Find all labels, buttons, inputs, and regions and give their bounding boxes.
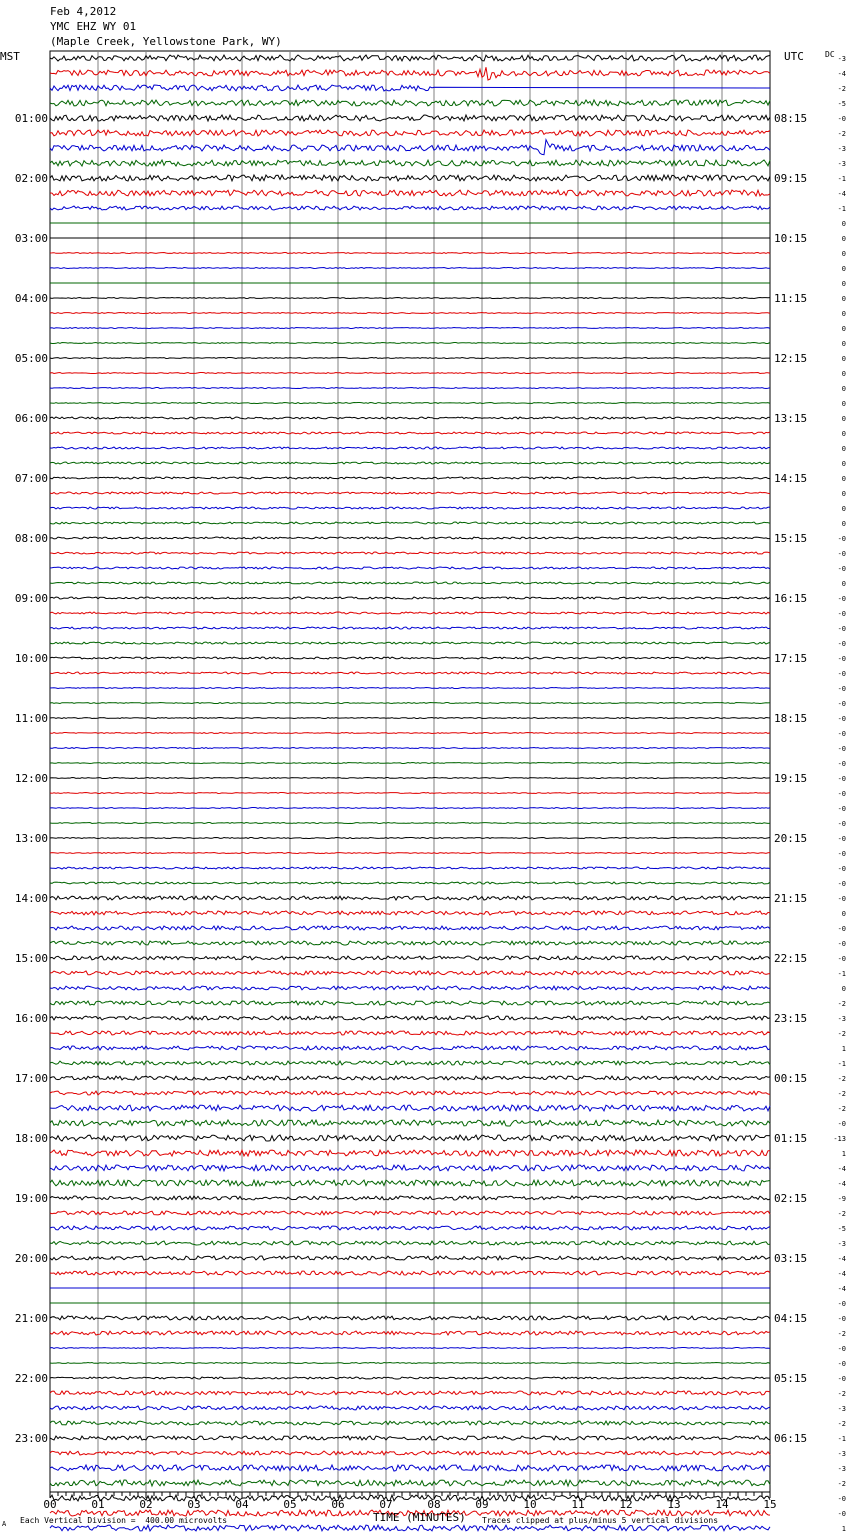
- x-tick-label: 08: [427, 1498, 441, 1511]
- trace-line: [50, 763, 770, 764]
- trace-line: [50, 733, 770, 734]
- dc-offset-value: -0: [837, 730, 846, 738]
- trace-line: [50, 1001, 770, 1005]
- dc-offset-value: 0: [841, 295, 846, 303]
- dc-offset-value: -0: [837, 1510, 846, 1518]
- trace-line: [50, 657, 770, 659]
- trace-line: [50, 597, 770, 599]
- dc-offset-value: 0: [841, 370, 846, 378]
- trace-line: [50, 268, 770, 269]
- dc-offset-value: -9: [837, 1195, 846, 1203]
- trace-line: [50, 867, 770, 869]
- trace-line: [50, 492, 770, 494]
- trace-line: [50, 748, 770, 749]
- trace-line: [50, 1211, 770, 1215]
- dc-offset-value: -3: [837, 145, 846, 153]
- trace-line: [50, 477, 770, 479]
- dc-offset-value: 0: [841, 400, 846, 408]
- dc-offset-value: -0: [837, 775, 846, 783]
- hour-label-left: 11:00: [14, 712, 48, 725]
- trace-line: [50, 313, 770, 314]
- trace-line: [50, 882, 770, 884]
- corner-mark: A: [2, 1520, 7, 1528]
- dc-offset-value: 0: [841, 985, 846, 993]
- dc-offset-value: -4: [837, 1270, 846, 1278]
- trace-line: [50, 175, 770, 181]
- trace-line: [50, 432, 770, 434]
- trace-line: [50, 808, 770, 809]
- trace-line: [50, 206, 770, 210]
- dc-offset-value: -2: [837, 1330, 846, 1338]
- dc-offset-value: -1: [837, 175, 846, 183]
- x-tick-label: 00: [43, 1498, 57, 1511]
- hour-label-left: 03:00: [14, 232, 48, 245]
- plot-date: Feb 4,2012: [50, 5, 117, 18]
- dc-offset-value: -2: [837, 1000, 846, 1008]
- x-tick-label: 15: [763, 1498, 777, 1511]
- hour-label-left: 18:00: [14, 1132, 48, 1145]
- dc-offset-value: -4: [837, 1165, 846, 1173]
- hour-label-right: 04:15: [774, 1312, 808, 1325]
- trace-line: [50, 1226, 770, 1230]
- dc-offset-value: -2: [837, 1075, 846, 1083]
- trace-line: [50, 160, 770, 166]
- x-tick-label: 13: [667, 1498, 681, 1511]
- trace-line: [50, 1150, 770, 1156]
- hour-label-left: 22:00: [14, 1372, 48, 1385]
- dc-offset-value: -0: [837, 655, 846, 663]
- right-timezone-label: UTC: [784, 50, 804, 63]
- trace-line: [50, 1120, 770, 1126]
- dc-offset-value: -1: [837, 1435, 846, 1443]
- dc-offset-value: -0: [837, 1375, 846, 1383]
- hour-label-right: 20:15: [774, 832, 808, 845]
- hour-label-right: 13:15: [774, 412, 808, 425]
- trace-line: [50, 1196, 770, 1200]
- trace-line: [50, 1421, 770, 1425]
- dc-offset-value: 0: [841, 475, 846, 483]
- trace-line: [50, 1105, 770, 1111]
- trace-line: [50, 67, 770, 80]
- trace-line: [50, 956, 770, 960]
- dc-offset-value: -0: [837, 565, 846, 573]
- trace-line: [50, 1061, 770, 1065]
- trace-line: [50, 100, 770, 106]
- x-tick-label: 07: [379, 1498, 393, 1511]
- trace-line: [50, 522, 770, 524]
- hour-label-right: 23:15: [774, 1012, 808, 1025]
- hour-label-left: 15:00: [14, 952, 48, 965]
- dc-offset-value: 0: [841, 460, 846, 468]
- dc-offset-value: 1: [841, 1525, 846, 1533]
- trace-line: [50, 298, 770, 299]
- trace-line: [50, 328, 770, 329]
- dc-offset-value: 1: [841, 1045, 846, 1053]
- hour-label-right: 12:15: [774, 352, 808, 365]
- hour-label-right: 02:15: [774, 1192, 808, 1205]
- trace-line: [50, 971, 770, 975]
- hour-label-right: 21:15: [774, 892, 808, 905]
- trace-line: [50, 1465, 770, 1471]
- x-tick-label: 04: [235, 1498, 249, 1511]
- trace-line: [50, 462, 770, 464]
- trace-line: [50, 1451, 770, 1455]
- trace-line: [50, 1391, 770, 1395]
- trace-line: [50, 1016, 770, 1020]
- trace-line: [50, 911, 770, 915]
- trace-line: [50, 567, 770, 569]
- dc-offset-value: -0: [837, 625, 846, 633]
- hour-label-left: 04:00: [14, 292, 48, 305]
- dc-offset-value: -5: [837, 1225, 846, 1233]
- dc-offset-value: 0: [841, 415, 846, 423]
- trace-line: [50, 85, 770, 91]
- trace-line: [50, 1091, 770, 1095]
- dc-offset-value: -0: [837, 115, 846, 123]
- hour-label-left: 21:00: [14, 1312, 48, 1325]
- dc-offset-value: -0: [837, 850, 846, 858]
- dc-offset-value: 0: [841, 325, 846, 333]
- trace-line: [50, 1076, 770, 1080]
- dc-offset-value: -5: [837, 100, 846, 108]
- dc-offset-value: -0: [837, 835, 846, 843]
- trace-line: [50, 1406, 770, 1410]
- dc-offset-value: -0: [837, 745, 846, 753]
- trace-line: [50, 1331, 770, 1335]
- trace-line: [50, 253, 770, 254]
- hour-label-right: 11:15: [774, 292, 808, 305]
- hour-label-left: 09:00: [14, 592, 48, 605]
- dc-offset-value: 0: [841, 265, 846, 273]
- dc-offset-value: -3: [837, 55, 846, 63]
- left-timezone-label: MST: [0, 50, 20, 63]
- trace-line: [50, 1480, 770, 1486]
- dc-offset-value: -2: [837, 1390, 846, 1398]
- dc-offset-value: -0: [837, 670, 846, 678]
- hour-label-right: 08:15: [774, 112, 808, 125]
- hour-label-right: 18:15: [774, 712, 808, 725]
- trace-line: [50, 358, 770, 359]
- trace-line: [50, 1436, 770, 1440]
- trace-line: [50, 447, 770, 449]
- dc-offset-value: -2: [837, 1210, 846, 1218]
- trace-line: [50, 1165, 770, 1171]
- dc-offset-value: -2: [837, 1420, 846, 1428]
- trace-line: [50, 388, 770, 389]
- dc-offset-value: 0: [841, 355, 846, 363]
- hour-label-left: 17:00: [14, 1072, 48, 1085]
- dc-offset-value: -0: [837, 685, 846, 693]
- x-tick-label: 06: [331, 1498, 345, 1511]
- dc-offset-value: 0: [841, 580, 846, 588]
- trace-line: [50, 612, 770, 614]
- dc-offset-value: 0: [841, 910, 846, 918]
- dc-offset-value: -1: [837, 1060, 846, 1068]
- hour-label-left: 06:00: [14, 412, 48, 425]
- trace-line: [50, 403, 770, 404]
- dc-offset-value: -0: [837, 1360, 846, 1368]
- x-tick-label: 10: [523, 1498, 537, 1511]
- dc-offset-value: -0: [837, 895, 846, 903]
- dc-offset-value: -0: [837, 790, 846, 798]
- dc-offset-value: -3: [837, 160, 846, 168]
- hour-label-right: 05:15: [774, 1372, 808, 1385]
- dc-offset-value: -0: [837, 760, 846, 768]
- hour-label-left: 23:00: [14, 1432, 48, 1445]
- dc-offset-value: -2: [837, 85, 846, 93]
- trace-line: [50, 1046, 770, 1050]
- dc-offset-value: -0: [837, 925, 846, 933]
- dc-offset-value: 0: [841, 520, 846, 528]
- dc-offset-value: -0: [837, 700, 846, 708]
- dc-offset-value: -0: [837, 1120, 846, 1128]
- trace-line: [50, 896, 770, 900]
- trace-line: [50, 507, 770, 509]
- dc-offset-value: 0: [841, 385, 846, 393]
- hour-label-left: 13:00: [14, 832, 48, 845]
- trace-line: [50, 1348, 770, 1349]
- dc-offset-value: -3: [837, 1015, 846, 1023]
- dc-offset-value: -3: [837, 1465, 846, 1473]
- dc-offset-value: -0: [837, 595, 846, 603]
- trace-line: [50, 1180, 770, 1186]
- trace-line: [50, 1256, 770, 1260]
- hour-label-right: 03:15: [774, 1252, 808, 1265]
- trace-line: [50, 130, 770, 136]
- dc-offset-value: 0: [841, 280, 846, 288]
- hour-label-left: 08:00: [14, 532, 48, 545]
- hour-label-right: 14:15: [774, 472, 808, 485]
- trace-line: [50, 853, 770, 854]
- dc-offset-value: -1: [837, 970, 846, 978]
- hour-label-right: 19:15: [774, 772, 808, 785]
- hour-label-left: 01:00: [14, 112, 48, 125]
- x-axis-title: TIME (MINUTES): [373, 1511, 466, 1524]
- dc-offset-value: -0: [837, 715, 846, 723]
- trace-line: [50, 642, 770, 644]
- dc-offset-value: 0: [841, 340, 846, 348]
- dc-offset-value: -4: [837, 1285, 846, 1293]
- trace-line: [50, 926, 770, 930]
- dc-offset-value: 0: [841, 235, 846, 243]
- dc-offset-value: -13: [833, 1135, 846, 1143]
- x-tick-label: 02: [139, 1498, 153, 1511]
- hour-label-right: 15:15: [774, 532, 808, 545]
- dc-offset-value: -2: [837, 1480, 846, 1488]
- dc-offset-value: -0: [837, 610, 846, 618]
- trace-line: [50, 55, 770, 61]
- station-title: YMC EHZ WY 01: [50, 20, 137, 33]
- hour-label-right: 10:15: [774, 232, 808, 245]
- trace-line: [50, 672, 770, 674]
- trace-line: [50, 703, 770, 704]
- hour-label-right: 17:15: [774, 652, 808, 665]
- dc-offset-value: 0: [841, 310, 846, 318]
- x-tick-label: 12: [619, 1498, 633, 1511]
- trace-line: [50, 627, 770, 629]
- trace-line: [50, 190, 770, 196]
- trace-line: [50, 1135, 770, 1141]
- dc-offset-value: -0: [837, 640, 846, 648]
- dc-offset-value: -2: [837, 1105, 846, 1113]
- hour-label-right: 16:15: [774, 592, 808, 605]
- dc-offset-value: -4: [837, 70, 846, 78]
- hour-label-left: 12:00: [14, 772, 48, 785]
- hour-label-right: 01:15: [774, 1132, 808, 1145]
- vertical-scale-note: Each Vertical Division = 400.00 microvolts: [20, 1516, 228, 1525]
- dc-offset-value: -4: [837, 1255, 846, 1263]
- dc-offset-value: -0: [837, 550, 846, 558]
- dc-offset-value: 0: [841, 445, 846, 453]
- trace-line: [50, 582, 770, 584]
- trace-line: [50, 1271, 770, 1275]
- trace-line: [50, 838, 770, 839]
- plot-frame: [50, 51, 770, 1492]
- dc-offset-value: -1: [837, 205, 846, 213]
- dc-offset-header: DC: [825, 50, 835, 59]
- dc-offset-value: 0: [841, 220, 846, 228]
- dc-offset-value: -0: [837, 880, 846, 888]
- dc-offset-value: -3: [837, 1405, 846, 1413]
- hour-label-right: 22:15: [774, 952, 808, 965]
- dc-offset-value: -0: [837, 1345, 846, 1353]
- dc-offset-value: 0: [841, 430, 846, 438]
- dc-offset-value: -3: [837, 1240, 846, 1248]
- x-tick-label: 05: [283, 1498, 297, 1511]
- dc-offset-value: -0: [837, 955, 846, 963]
- trace-line: [50, 552, 770, 554]
- dc-offset-value: -0: [837, 1315, 846, 1323]
- hour-label-right: 00:15: [774, 1072, 808, 1085]
- trace-line: [50, 1241, 770, 1245]
- trace-line: [50, 718, 770, 719]
- hour-label-left: 10:00: [14, 652, 48, 665]
- trace-line: [50, 140, 770, 155]
- trace-line: [50, 688, 770, 689]
- x-tick-label: 09: [475, 1498, 489, 1511]
- trace-line: [50, 778, 770, 779]
- trace-line: [50, 417, 770, 419]
- x-tick-label: 14: [715, 1498, 729, 1511]
- trace-line: [50, 373, 770, 374]
- clip-note: Traces clipped at plus/minus 5 vertical divisions: [482, 1516, 719, 1525]
- dc-offset-value: -2: [837, 1030, 846, 1038]
- station-location: (Maple Creek, Yellowstone Park, WY): [50, 35, 282, 48]
- dc-offset-value: -0: [837, 865, 846, 873]
- x-tick-label: 11: [571, 1498, 585, 1511]
- trace-line: [50, 537, 770, 539]
- dc-offset-value: -0: [837, 820, 846, 828]
- dc-offset-value: -0: [837, 1300, 846, 1308]
- dc-offset-value: -0: [837, 535, 846, 543]
- dc-offset-value: 0: [841, 490, 846, 498]
- trace-line: [50, 941, 770, 945]
- hour-label-left: 02:00: [14, 172, 48, 185]
- hour-label-left: 05:00: [14, 352, 48, 365]
- trace-line: [50, 823, 770, 824]
- hour-label-right: 06:15: [774, 1432, 808, 1445]
- dc-offset-value: -3: [837, 1450, 846, 1458]
- hour-label-left: 19:00: [14, 1192, 48, 1205]
- trace-line: [50, 1377, 770, 1379]
- trace-line: [50, 986, 770, 990]
- hour-label-left: 14:00: [14, 892, 48, 905]
- dc-offset-value: -0: [837, 940, 846, 948]
- trace-line: [50, 1316, 770, 1320]
- dc-offset-value: -0: [837, 1495, 846, 1503]
- trace-line: [50, 793, 770, 794]
- trace-line: [50, 115, 770, 121]
- trace-line: [50, 1031, 770, 1035]
- dc-offset-value: 0: [841, 505, 846, 513]
- dc-offset-value: -4: [837, 1180, 846, 1188]
- hour-label-left: 07:00: [14, 472, 48, 485]
- dc-offset-value: -2: [837, 130, 846, 138]
- trace-line: [50, 1363, 770, 1364]
- dc-offset-value: -4: [837, 190, 846, 198]
- dc-offset-value: -2: [837, 1090, 846, 1098]
- hour-label-right: 09:15: [774, 172, 808, 185]
- hour-label-left: 20:00: [14, 1252, 48, 1265]
- dc-offset-value: 1: [841, 1150, 846, 1158]
- dc-offset-value: -0: [837, 805, 846, 813]
- trace-line: [50, 343, 770, 344]
- x-tick-label: 01: [91, 1498, 105, 1511]
- x-tick-label: 03: [187, 1498, 201, 1511]
- dc-offset-value: 0: [841, 250, 846, 258]
- hour-label-left: 16:00: [14, 1012, 48, 1025]
